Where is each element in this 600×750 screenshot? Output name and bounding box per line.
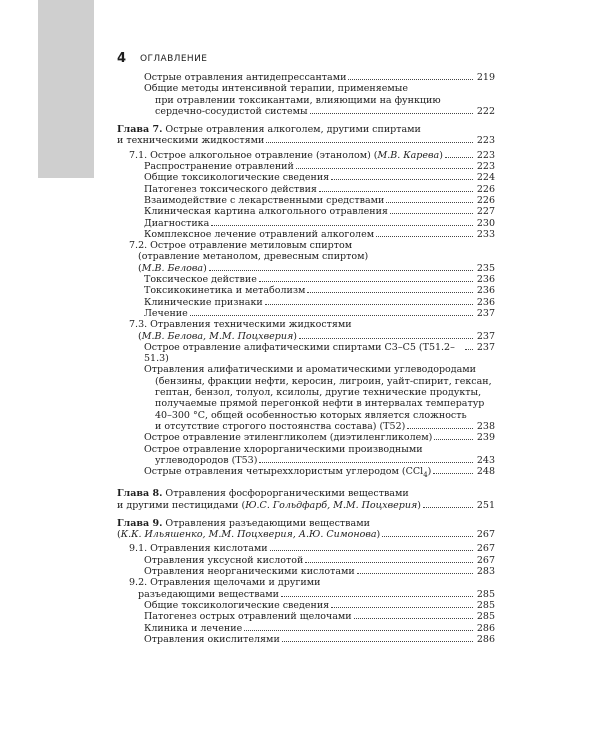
chapter-tab-marker [38, 0, 94, 178]
toc-entry[interactable]: сердечно-сосудистой системы 222 [155, 105, 495, 117]
toc-entry[interactable]: Патогенез токсического действия 226 [144, 183, 495, 195]
toc-entry[interactable]: Токсическое действие 236 [144, 274, 495, 286]
toc-entry[interactable]: Общие токсикологические сведения 224 [144, 172, 495, 184]
toc-entry[interactable]: Распространение отравлений 223 [144, 161, 495, 173]
toc-entry-line: при отравлении токсикантами, влияющими на функцию [155, 94, 441, 106]
toc-entry[interactable]: Отравления уксусной кислотой 267 [144, 554, 495, 566]
toc-entry[interactable]: Острые отравления антидепрессантами 219 [144, 72, 495, 83]
running-head: ОГЛАВЛЕНИЕ [140, 54, 208, 64]
toc-section[interactable]: 9.1. Отравления кислотами 267 [129, 543, 495, 555]
toc-section-line: 9.2. Отравления щелочами и другими [129, 577, 321, 589]
toc-entry-line: Отравления алифатическими и ароматическими углеводородами [144, 364, 477, 376]
toc-entry[interactable]: Отравления неорганическими кислотами 283 [144, 566, 495, 578]
toc-section-line: (отравление метанолом, древесным спиртом) [138, 251, 369, 263]
toc-entry[interactable]: Взаимодействие с лекарственными средствами 226 [144, 194, 495, 206]
toc-section[interactable]: разъедающими веществами 285 [138, 588, 495, 600]
toc-entry[interactable]: и отсутствие строгого постоянства состава) (Т52) 238 [155, 420, 495, 432]
toc-entry[interactable]: и техническими жидкостями 223 [117, 135, 495, 147]
toc-entry[interactable]: Клиническая картина алкогольного отравления 227 [144, 206, 495, 218]
toc-entry[interactable]: Отравления окислителями 286 [144, 633, 495, 645]
chapter-heading[interactable]: Глава 7. Острые отравления алкоголем, другими спиртами [117, 124, 421, 136]
table-of-contents [117, 72, 495, 645]
toc-entry[interactable]: Общие токсикологические сведения 285 [144, 599, 495, 611]
toc-entry[interactable]: Лечение 237 [144, 307, 495, 319]
toc-entry-line: Острое отравление хлорорганическими производными [144, 443, 423, 455]
toc-entry-line: Общие методы интенсивной терапии, применяемые [144, 83, 408, 95]
toc-section-line: 7.2. Острое отравление метиловым спиртом [129, 240, 353, 252]
toc-section[interactable]: (М.В. Белова, М.М. Поцхверия) 237 [138, 330, 495, 342]
toc-entry[interactable]: углеводородов (Т53) 243 [155, 454, 495, 466]
toc-section[interactable]: 7.1. Острое алкогольное отравление (этанолом) (М.В. Карева) 223 [129, 149, 495, 161]
toc-entry[interactable]: Комплексное лечение отравлений алкоголем 233 [144, 228, 495, 240]
toc-entry[interactable]: Клиника и лечение 286 [144, 622, 495, 634]
toc-entry[interactable]: Острые отравления четыреххлористым углеродом (CCl$_4$) 248 [144, 466, 495, 479]
toc-entry[interactable]: Острое отравление алифатическими спиртами С3–С5 (Т51.2–51.3) 237 [144, 341, 495, 365]
toc-entry[interactable]: Токсикокинетика и метаболизм 236 [144, 285, 495, 297]
toc-entry-line: (бензины, фракции нефти, керосин, лигроин, уайт-спирит, гексан, [155, 375, 492, 387]
toc-entry[interactable]: Патогенез острых отравлений щелочами 285 [144, 611, 495, 623]
chapter-heading[interactable]: Глава 9. Отравления разъедающими веществами [117, 517, 370, 529]
toc-entry[interactable]: Диагностика 230 [144, 217, 495, 229]
toc-section-line: 7.3. Отравления техническими жидкостями [129, 319, 352, 331]
toc-entry[interactable]: Острое отравление этиленгликолем (диэтиленгликолем) 239 [144, 432, 495, 444]
toc-entry[interactable]: и другими пестицидами (Ю.С. Гольдфарб, М.М. Поцхверия) 251 [117, 499, 495, 511]
toc-section[interactable]: (М.В. Белова) 235 [138, 262, 495, 274]
toc-entry-line: гептан, бензол, толуол, ксилолы, другие технические продукты, [155, 387, 482, 399]
toc-entry[interactable]: (К.К. Ильяшенко, М.М. Поцхверия, А.Ю. Симонова) 267 [117, 529, 495, 541]
chapter-heading[interactable]: Глава 8. Отравления фосфорорганическими веществами [117, 488, 409, 500]
page-number: 4 [117, 51, 127, 66]
toc-entry-line: 40–300 °С, общей особенностью которых является сложность [155, 409, 467, 421]
toc-entry-line: получаемые прямой перегонкой нефти в интервалах температур [155, 398, 485, 410]
toc-entry[interactable]: Клинические признаки 236 [144, 296, 495, 308]
